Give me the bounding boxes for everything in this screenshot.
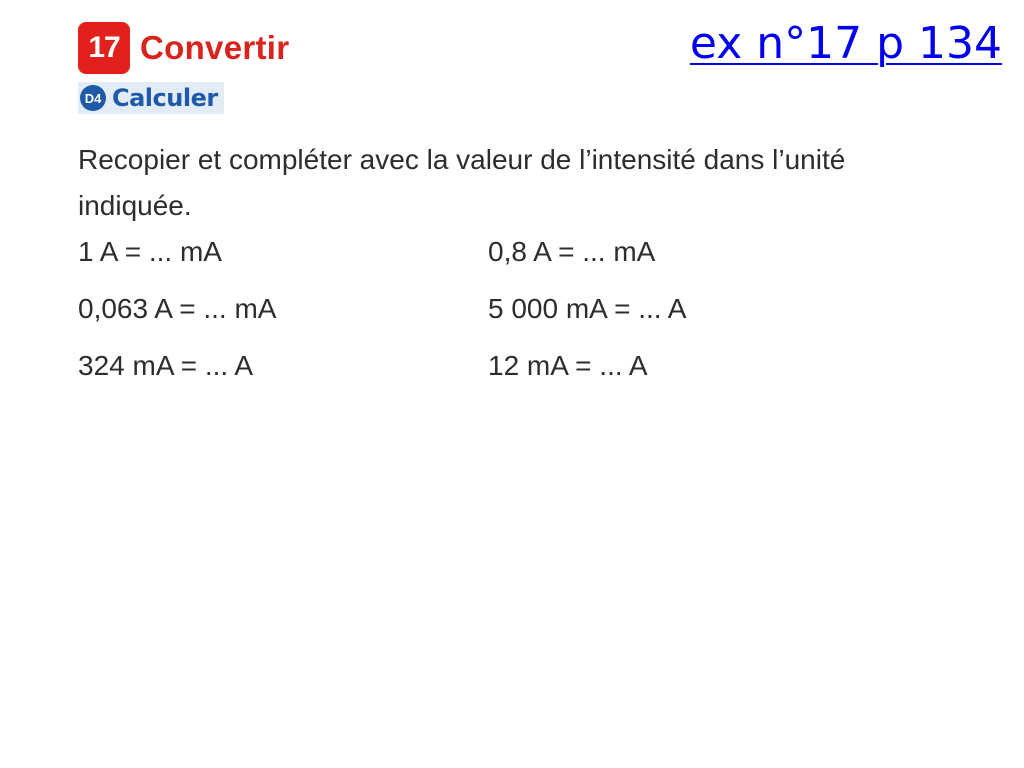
conversion-item: 1 A = ... mA [78, 236, 222, 267]
skill-code-badge: D4 [80, 85, 106, 111]
conversion-item: 0,8 A = ... mA [488, 236, 656, 267]
conversion-item: 5 000 mA = ... A [488, 293, 687, 324]
conversion-row [78, 236, 878, 293]
conversion-row [78, 293, 878, 350]
exercise-card [74, 14, 944, 444]
exercise-title: Convertir [140, 29, 290, 66]
conversion-item: 324 mA = ... A [78, 350, 254, 381]
skill-label: Calculer [112, 84, 218, 112]
exercise-instruction: Recopier et compléter avec la valeur de l’intensité dans l’unité indiquée. [78, 144, 846, 221]
conversion-item: 12 mA = ... A [488, 350, 648, 381]
conversion-grid [78, 236, 878, 407]
exercise-header [78, 22, 289, 74]
exercise-number-badge: 17 [78, 22, 130, 74]
conversion-row [78, 350, 878, 407]
exercise-reference-link[interactable]: ex n°17 p 134 [689, 18, 1002, 69]
skill-tag [78, 82, 224, 114]
conversion-item: 0,063 A = ... mA [78, 293, 277, 324]
